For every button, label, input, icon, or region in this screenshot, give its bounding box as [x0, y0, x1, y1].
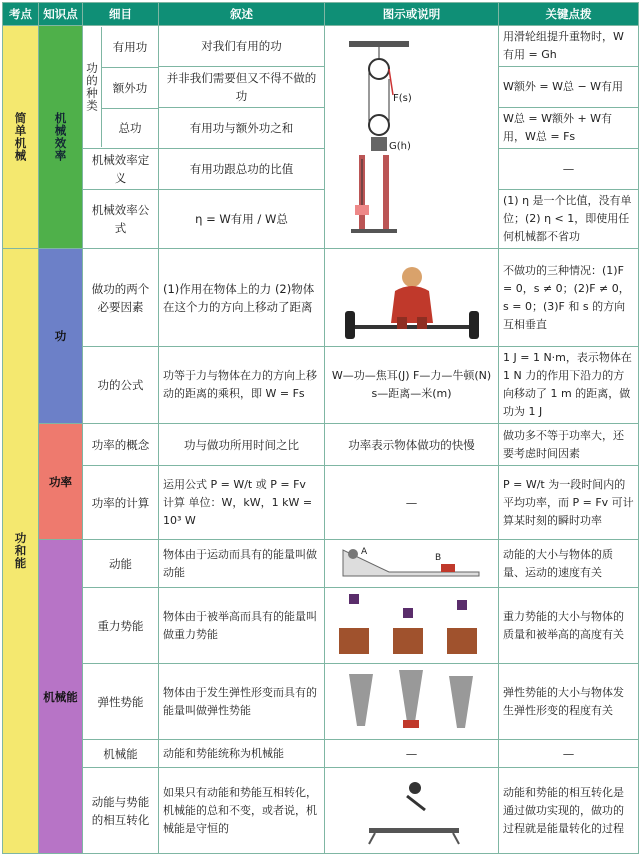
- knowledge-efficiency: 机械效率: [39, 26, 83, 249]
- fig-cell: W—功—焦耳(J) F—力—牛顿(N) s—距离—米(m): [325, 347, 499, 424]
- desc-cell: 运用公式 P = W/t 或 P = Fv 计算 单位：W，kW，1 kW = 10³ W: [159, 466, 325, 540]
- table-row: [3, 768, 639, 854]
- fig-cell: —: [325, 466, 499, 540]
- trampoline-icon: [329, 770, 495, 846]
- pulley-weight-label: G(h): [389, 140, 411, 152]
- table-row: [3, 540, 639, 588]
- desc-cell: 有用功跟总功的比值: [159, 149, 325, 190]
- desc-cell: 功等于力与物体在力的方向上移动的距离的乘积，即 W = Fs: [159, 347, 325, 424]
- table-row: [3, 26, 639, 67]
- block-label: B: [435, 553, 442, 563]
- knowledge-power: 功率: [39, 424, 83, 540]
- key-cell: 弹性势能的大小与物体发生弹性形变的程度有关: [499, 664, 639, 740]
- header-cell: 知识点: [39, 3, 83, 26]
- header-cell: 细目: [83, 3, 159, 26]
- desc-cell: η = W有用 / W总: [159, 190, 325, 249]
- knowledge-table-page: [0, 2, 640, 835]
- ramp-icon: [329, 542, 495, 580]
- table-row: [3, 740, 639, 768]
- types-group: [83, 26, 159, 149]
- elastic-figure: [325, 664, 499, 740]
- item-cell: 动能: [83, 540, 159, 588]
- header-row: [3, 3, 639, 26]
- key-cell: 动能的大小与物体的质量、运动的速度有关: [499, 540, 639, 588]
- stakes-icon: [329, 590, 495, 656]
- topic-work-energy: 功和能: [3, 249, 39, 854]
- item-cell: 动能与势能的相互转化: [83, 768, 159, 854]
- knowledge-work: 功: [39, 249, 83, 424]
- key-cell: 重力势能的大小与物体的质量和被举高的高度有关: [499, 588, 639, 664]
- key-cell: 做功多不等于功率大，还要考虑时间因素: [499, 424, 639, 466]
- item-useful-work: 有用功: [102, 27, 158, 68]
- desc-cell: 动能和势能统称为机械能: [159, 740, 325, 768]
- desc-cell: 并非我们需要但又不得不做的功: [159, 67, 325, 108]
- knowledge-table: [2, 2, 639, 854]
- desc-cell: 物体由于运动而具有的能量叫做动能: [159, 540, 325, 588]
- fig-cell: 功率表示物体做功的快慢: [325, 424, 499, 466]
- springs-icon: [329, 666, 495, 732]
- item-cell: 弹性势能: [83, 664, 159, 740]
- key-cell: W额外 = W总 − W有用: [499, 67, 639, 108]
- key-cell: W总 = W额外 + W有用，W总 = Fs: [499, 108, 639, 149]
- fig-cell: —: [325, 740, 499, 768]
- item-cell: 功率的计算: [83, 466, 159, 540]
- key-cell: 1 J = 1 N·m，表示物体在 1 N 力的作用下沿力的方向移动了 1 m 的距离，做功为 1 J: [499, 347, 639, 424]
- desc-cell: 物体由于发生弹性形变而具有的能量叫做弹性势能: [159, 664, 325, 740]
- weightlifter-figure: [325, 249, 499, 347]
- table-row: [3, 149, 639, 190]
- table-row: [3, 249, 639, 347]
- table-row: [3, 347, 639, 424]
- desc-cell: 物体由于被举高而具有的能量叫做重力势能: [159, 588, 325, 664]
- table-row: [3, 466, 639, 540]
- key-cell: 不做功的三种情况：(1)F = 0，s ≠ 0；(2)F ≠ 0，s = 0；(3)F 和 s 的方向互相垂直: [499, 249, 639, 347]
- item-cell: 做功的两个必要因素: [83, 249, 159, 347]
- gravity-figure: [325, 588, 499, 664]
- key-cell: —: [499, 149, 639, 190]
- header-cell: 叙述: [159, 3, 325, 26]
- table-row: [3, 190, 639, 249]
- key-cell: 动能和势能的相互转化是通过做功实现的，做功的过程就是能量转化的过程: [499, 768, 639, 854]
- pulley-force-label: F(s): [393, 92, 412, 104]
- key-cell: P = W/t 为一段时间内的平均功率，而 P = Fv 可计算某时刻的瞬时功率: [499, 466, 639, 540]
- knowledge-mechanical-energy: 机械能: [39, 540, 83, 854]
- table-row: [3, 588, 639, 664]
- header-cell: 关键点拨: [499, 3, 639, 26]
- ball-label: A: [361, 547, 368, 557]
- key-cell: (1) η 是一个比值，没有单位；(2) η < 1，即使用任何机械都不省功: [499, 190, 639, 249]
- header-cell: 图示或说明: [325, 3, 499, 26]
- header-cell: 考点: [3, 3, 39, 26]
- item-cell: 重力势能: [83, 588, 159, 664]
- item-cell: 功率的概念: [83, 424, 159, 466]
- item-cell: 机械效率定义: [83, 149, 159, 190]
- desc-cell: (1)作用在物体上的力 (2)物体在这个力的方向上移动了距离: [159, 249, 325, 347]
- desc-cell: 对我们有用的功: [159, 26, 325, 67]
- item-extra-work: 额外功: [102, 68, 158, 109]
- item-cell: 功的公式: [83, 347, 159, 424]
- item-total-work: 总功: [118, 121, 142, 135]
- desc-cell: 有用功与额外功之和: [159, 108, 325, 149]
- item-cell: 机械效率公式: [83, 190, 159, 249]
- desc-cell: 如果只有动能和势能互相转化，机械能的总和不变，或者说，机械能是守恒的: [159, 768, 325, 854]
- trampoline-figure: [325, 768, 499, 854]
- table-row: [3, 424, 639, 466]
- pulley-diagram: [329, 35, 495, 235]
- pulley-figure: [325, 26, 499, 249]
- table-row: [3, 664, 639, 740]
- types-label: 功的种类: [83, 27, 102, 147]
- kinetic-figure: [325, 540, 499, 588]
- key-cell: —: [499, 740, 639, 768]
- item-cell: 机械能: [83, 740, 159, 768]
- topic-simple-machine: 简单机械: [3, 26, 39, 249]
- key-cell: 用滑轮组提升重物时，W有用 = Gh: [499, 26, 639, 67]
- weightlifter-icon: [329, 251, 495, 339]
- desc-cell: 功与做功所用时间之比: [159, 424, 325, 466]
